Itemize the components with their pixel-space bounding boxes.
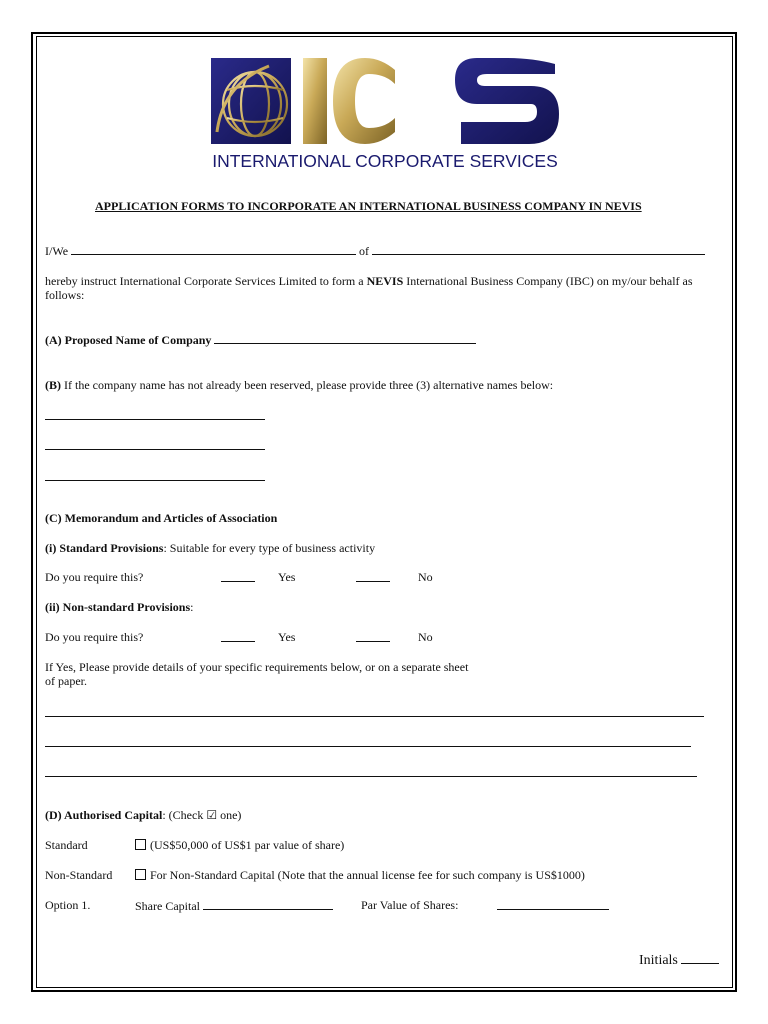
standard-no-label: No xyxy=(418,570,433,584)
check-note: : (Check ☑ one) xyxy=(162,808,242,822)
par-value-field[interactable] xyxy=(497,898,609,910)
alt-name-field-3[interactable] xyxy=(45,480,265,481)
standard-no-field[interactable] xyxy=(356,570,390,582)
standard-provisions-label: (i) Standard Provisions xyxy=(45,541,164,555)
section-d-heading xyxy=(45,808,241,823)
initials-label: Initials xyxy=(639,953,678,968)
par-value-label: Par Value of Shares: xyxy=(361,898,459,912)
ics-logo xyxy=(209,56,561,172)
standard-capital-checkbox[interactable] xyxy=(135,839,146,850)
iwe-label: I/We xyxy=(45,244,69,258)
of-label: of xyxy=(359,244,370,258)
share-capital-field[interactable] xyxy=(203,898,333,910)
instruct-paragraph xyxy=(45,274,730,302)
section-b-text: If the company name has not already been reserved, please provide three (3) alternative names below: xyxy=(64,378,554,392)
details-instruction: If Yes, Please provide details of your specific requirements below, or on a separate sheet of paper. xyxy=(45,660,469,688)
section-d-heading-text: (D) Authorised Capital xyxy=(45,808,163,822)
initials-row xyxy=(639,950,719,969)
nonstandard-capital-option[interactable] xyxy=(135,868,585,883)
standard-capital-label: Standard xyxy=(45,838,88,852)
nonstandard-no-label: No xyxy=(418,630,433,644)
section-c-heading xyxy=(45,511,277,526)
standard-yes-field[interactable] xyxy=(221,570,255,582)
details-line-2[interactable] xyxy=(45,746,691,747)
nonstandard-provisions-row xyxy=(45,600,193,615)
details-line-3[interactable] xyxy=(45,776,697,777)
page-title: APPLICATION FORMS TO INCORPORATE AN INTERNATIONAL BUSINESS COMPANY IN NEVIS xyxy=(95,199,642,213)
section-c-heading-text: (C) Memorandum and Articles of Association xyxy=(45,511,278,525)
nonstandard-provisions-label: (ii) Non-standard Provisions xyxy=(45,600,191,614)
address-field[interactable] xyxy=(372,243,705,255)
instruct-suffix: International Business Company (IBC) on my/our behalf as follows: xyxy=(45,274,693,302)
section-b xyxy=(45,378,553,393)
logo-tagline: INTERNATIONAL CORPORATE SERVICES xyxy=(212,151,558,171)
share-capital-row xyxy=(135,898,333,914)
initials-field[interactable] xyxy=(681,950,719,964)
standard-capital-text: (US$50,000 of US$1 par value of share) xyxy=(150,838,345,852)
nonstandard-colon: : xyxy=(190,600,194,614)
section-b-prefix: (B) xyxy=(45,378,61,392)
standard-capital-option[interactable] xyxy=(135,838,344,853)
nonstandard-no-field[interactable] xyxy=(356,630,390,642)
section-a xyxy=(45,332,476,348)
company-name-field[interactable] xyxy=(214,332,476,344)
standard-provisions-desc: : Suitable for every type of business activity xyxy=(163,541,376,555)
alt-name-field-1[interactable] xyxy=(45,419,265,420)
nevis-text: NEVIS xyxy=(366,274,404,288)
nonstandard-yes-label: Yes xyxy=(278,630,296,644)
share-capital-label: Share Capital xyxy=(135,899,200,913)
nonstandard-question: Do you require this? xyxy=(45,630,144,644)
standard-yes-label: Yes xyxy=(278,570,296,584)
instruct-prefix: hereby instruct International Corporate Services Limited to form a xyxy=(45,274,364,288)
nonstandard-capital-label: Non-Standard xyxy=(45,868,113,882)
standard-provisions-row xyxy=(45,541,375,556)
section-a-label: (A) Proposed Name of Company xyxy=(45,333,212,347)
nonstandard-capital-text: For Non-Standard Capital (Note that the annual license fee for such company is US$1000) xyxy=(150,868,585,882)
alt-name-field-2[interactable] xyxy=(45,449,265,450)
standard-question: Do you require this? xyxy=(45,570,144,584)
nonstandard-yes-field[interactable] xyxy=(221,630,255,642)
details-line-1[interactable] xyxy=(45,716,704,717)
iwe-row xyxy=(45,243,705,259)
nonstandard-capital-checkbox[interactable] xyxy=(135,869,146,880)
option-1-label: Option 1. xyxy=(45,898,91,912)
iwe-field[interactable] xyxy=(71,243,356,255)
